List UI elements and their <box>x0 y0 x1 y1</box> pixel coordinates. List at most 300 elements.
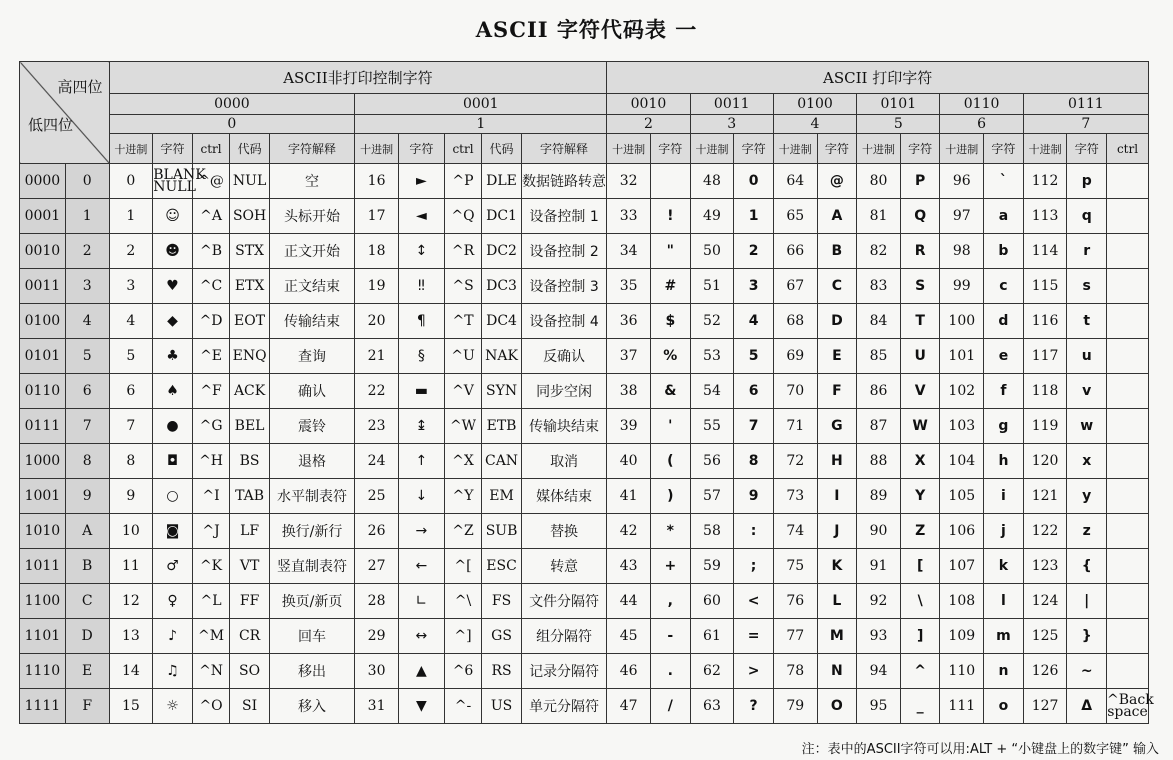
desc-cell: 记录分隔符 <box>521 654 607 689</box>
column-header: ctrl <box>444 134 481 164</box>
decimal-cell: 123 <box>1023 549 1067 584</box>
ctrl-cell: ^Q <box>444 199 481 234</box>
char-cell: u <box>1067 339 1107 374</box>
desc-cell: 移出 <box>269 654 354 689</box>
ctrl-cell: ^U <box>444 339 481 374</box>
char-cell: X <box>900 444 940 479</box>
decimal-cell: 126 <box>1023 654 1067 689</box>
decimal-cell: 31 <box>355 689 399 724</box>
decimal-cell: 92 <box>857 584 901 619</box>
decimal-cell: 5 <box>109 339 153 374</box>
high-bits-header: 0011 <box>690 94 773 115</box>
decimal-cell: 27 <box>355 549 399 584</box>
ctrl-cell <box>1107 409 1149 444</box>
ctrl-cell: ^M <box>192 619 229 654</box>
code-cell: STX <box>230 234 270 269</box>
char-cell: 3 <box>734 269 774 304</box>
char-cell: ♪ <box>153 619 193 654</box>
decimal-cell: 56 <box>690 444 734 479</box>
row-hex: 4 <box>65 304 109 339</box>
decimal-cell: 125 <box>1023 619 1067 654</box>
table-row <box>20 374 1149 409</box>
decimal-cell: 76 <box>773 584 817 619</box>
ctrl-cell: ^E <box>192 339 229 374</box>
high-bits-header: 0100 <box>773 94 856 115</box>
decimal-cell: 78 <box>773 654 817 689</box>
ctrl-cell: ^R <box>444 234 481 269</box>
char-cell: @ <box>817 164 857 199</box>
high-bits-header: 0110 <box>940 94 1023 115</box>
char-cell: M <box>817 619 857 654</box>
decimal-cell: 17 <box>355 199 399 234</box>
column-header: 字符 <box>398 134 444 164</box>
ctrl-cell: ^H <box>192 444 229 479</box>
row-binary: 1100 <box>20 584 66 619</box>
decimal-cell: 22 <box>355 374 399 409</box>
ctrl-cell: ^6 <box>444 654 481 689</box>
column-header: 十进制 <box>1023 134 1067 164</box>
decimal-cell: 98 <box>940 234 984 269</box>
code-cell: BS <box>230 444 270 479</box>
desc-cell: 设备控制 3 <box>521 269 607 304</box>
code-cell: DLE <box>482 164 522 199</box>
char-cell: f <box>984 374 1024 409</box>
char-cell: H <box>817 444 857 479</box>
row-binary: 1111 <box>20 689 66 724</box>
char-cell: ; <box>734 549 774 584</box>
decimal-cell: 82 <box>857 234 901 269</box>
char-cell: ∟ <box>398 584 444 619</box>
char-cell: ☼ <box>153 689 193 724</box>
char-cell: G <box>817 409 857 444</box>
column-header: 字符 <box>817 134 857 164</box>
decimal-cell: 0 <box>109 164 153 199</box>
decimal-cell: 54 <box>690 374 734 409</box>
char-cell: § <box>398 339 444 374</box>
column-header: 字符解释 <box>269 134 354 164</box>
desc-cell: 设备控制 2 <box>521 234 607 269</box>
char-cell: i <box>984 479 1024 514</box>
decimal-cell: 95 <box>857 689 901 724</box>
column-header: 字符解释 <box>521 134 607 164</box>
decimal-cell: 25 <box>355 479 399 514</box>
group-control-header: ASCII非打印控制字符 <box>109 62 607 94</box>
char-cell: h <box>984 444 1024 479</box>
row-hex: 3 <box>65 269 109 304</box>
char-cell: K <box>817 549 857 584</box>
char-cell: m <box>984 619 1024 654</box>
char-cell: 6 <box>734 374 774 409</box>
desc-cell: 传输结束 <box>269 304 354 339</box>
ctrl-cell <box>1107 374 1149 409</box>
char-cell: w <box>1067 409 1107 444</box>
column-header: ctrl <box>1107 134 1149 164</box>
row-binary: 0000 <box>20 164 66 199</box>
char-cell: Q <box>900 199 940 234</box>
ctrl-cell: ^Back space <box>1107 689 1149 724</box>
row-binary: 1101 <box>20 619 66 654</box>
char-cell: ♫ <box>153 654 193 689</box>
char-cell: . <box>651 654 691 689</box>
decimal-cell: 96 <box>940 164 984 199</box>
char-cell: ‼ <box>398 269 444 304</box>
decimal-cell: 58 <box>690 514 734 549</box>
decimal-cell: 45 <box>607 619 651 654</box>
row-binary: 0101 <box>20 339 66 374</box>
desc-cell: 媒体结束 <box>521 479 607 514</box>
char-cell: Δ <box>1067 689 1107 724</box>
ctrl-cell: ^I <box>192 479 229 514</box>
char-cell: : <box>734 514 774 549</box>
decimal-cell: 75 <box>773 549 817 584</box>
char-cell: ♥ <box>153 269 193 304</box>
ctrl-cell <box>1107 479 1149 514</box>
char-cell <box>651 164 691 199</box>
char-cell: 9 <box>734 479 774 514</box>
desc-cell: 同步空闲 <box>521 374 607 409</box>
table-row <box>20 234 1149 269</box>
ctrl-cell: ^S <box>444 269 481 304</box>
desc-cell: 竖直制表符 <box>269 549 354 584</box>
char-cell: ¶ <box>398 304 444 339</box>
row-binary: 1010 <box>20 514 66 549</box>
decimal-cell: 63 <box>690 689 734 724</box>
char-cell: 1 <box>734 199 774 234</box>
code-cell: SOH <box>230 199 270 234</box>
decimal-cell: 3 <box>109 269 153 304</box>
table-row <box>20 199 1149 234</box>
char-cell: # <box>651 269 691 304</box>
ctrl-cell: ^K <box>192 549 229 584</box>
code-cell: DC2 <box>482 234 522 269</box>
decimal-cell: 120 <box>1023 444 1067 479</box>
char-cell: , <box>651 584 691 619</box>
decimal-cell: 48 <box>690 164 734 199</box>
ctrl-cell <box>1107 619 1149 654</box>
decimal-cell: 59 <box>690 549 734 584</box>
decimal-cell: 20 <box>355 304 399 339</box>
decimal-cell: 97 <box>940 199 984 234</box>
char-cell: ^ <box>900 654 940 689</box>
decimal-cell: 106 <box>940 514 984 549</box>
char-cell: - <box>651 619 691 654</box>
row-hex: 0 <box>65 164 109 199</box>
decimal-cell: 104 <box>940 444 984 479</box>
code-cell: CAN <box>482 444 522 479</box>
char-cell: l <box>984 584 1024 619</box>
ctrl-cell: ^G <box>192 409 229 444</box>
decimal-cell: 105 <box>940 479 984 514</box>
decimal-cell: 44 <box>607 584 651 619</box>
table-row <box>20 654 1149 689</box>
decimal-cell: 108 <box>940 584 984 619</box>
row-binary: 0111 <box>20 409 66 444</box>
char-cell: ] <box>900 619 940 654</box>
decimal-cell: 26 <box>355 514 399 549</box>
char-cell: e <box>984 339 1024 374</box>
desc-cell: 传输块结束 <box>521 409 607 444</box>
corner-high-label: 高四位 <box>57 78 103 96</box>
code-cell: LF <box>230 514 270 549</box>
high-bits-header: 0010 <box>607 94 690 115</box>
row-hex: 2 <box>65 234 109 269</box>
desc-cell: 头标开始 <box>269 199 354 234</box>
code-cell: NAK <box>482 339 522 374</box>
char-cell: ◘ <box>153 444 193 479</box>
footnote: 注：表中的ASCII字符可以用:ALT + “小键盘上的数字键” 输入 <box>801 742 1159 757</box>
decimal-cell: 34 <box>607 234 651 269</box>
desc-cell: 单元分隔符 <box>521 689 607 724</box>
row-hex: 5 <box>65 339 109 374</box>
decimal-cell: 124 <box>1023 584 1067 619</box>
char-cell: → <box>398 514 444 549</box>
char-cell: t <box>1067 304 1107 339</box>
decimal-cell: 51 <box>690 269 734 304</box>
row-hex: 9 <box>65 479 109 514</box>
char-cell: & <box>651 374 691 409</box>
decimal-cell: 68 <box>773 304 817 339</box>
high-hex-header: 6 <box>940 115 1023 134</box>
decimal-cell: 88 <box>857 444 901 479</box>
ctrl-cell <box>1107 269 1149 304</box>
ctrl-cell: ^P <box>444 164 481 199</box>
decimal-cell: 33 <box>607 199 651 234</box>
column-header: 字符 <box>153 134 193 164</box>
code-cell: SUB <box>482 514 522 549</box>
row-binary: 0011 <box>20 269 66 304</box>
char-cell: ◆ <box>153 304 193 339</box>
group-printable-header: ASCII 打印字符 <box>607 62 1149 94</box>
desc-cell: 水平制表符 <box>269 479 354 514</box>
decimal-cell: 37 <box>607 339 651 374</box>
char-cell: j <box>984 514 1024 549</box>
decimal-cell: 32 <box>607 164 651 199</box>
ctrl-cell <box>1107 584 1149 619</box>
column-header: 十进制 <box>690 134 734 164</box>
char-cell: J <box>817 514 857 549</box>
desc-cell: 组分隔符 <box>521 619 607 654</box>
char-cell: N <box>817 654 857 689</box>
decimal-cell: 65 <box>773 199 817 234</box>
row-hex: 1 <box>65 199 109 234</box>
ctrl-cell <box>1107 444 1149 479</box>
code-cell: FF <box>230 584 270 619</box>
char-cell: E <box>817 339 857 374</box>
char-cell: T <box>900 304 940 339</box>
char-cell: s <box>1067 269 1107 304</box>
decimal-cell: 111 <box>940 689 984 724</box>
char-cell: \ <box>900 584 940 619</box>
corner-low-label: 低四位 <box>28 116 74 134</box>
char-cell: g <box>984 409 1024 444</box>
decimal-cell: 84 <box>857 304 901 339</box>
table-row <box>20 304 1149 339</box>
desc-cell: 移入 <box>269 689 354 724</box>
decimal-cell: 103 <box>940 409 984 444</box>
decimal-cell: 19 <box>355 269 399 304</box>
high-hex-header: 0 <box>109 115 355 134</box>
char-cell: ♠ <box>153 374 193 409</box>
decimal-cell: 64 <box>773 164 817 199</box>
char-cell: k <box>984 549 1024 584</box>
column-header: ctrl <box>192 134 229 164</box>
desc-cell: 换页/新页 <box>269 584 354 619</box>
char-cell: D <box>817 304 857 339</box>
ctrl-cell: ^X <box>444 444 481 479</box>
table-row <box>20 269 1149 304</box>
decimal-cell: 117 <box>1023 339 1067 374</box>
desc-cell: 确认 <box>269 374 354 409</box>
decimal-cell: 110 <box>940 654 984 689</box>
char-cell: ` <box>984 164 1024 199</box>
char-cell: v <box>1067 374 1107 409</box>
char-cell: % <box>651 339 691 374</box>
char-cell: a <box>984 199 1024 234</box>
desc-cell: 震铃 <box>269 409 354 444</box>
char-cell: / <box>651 689 691 724</box>
char-cell: ▬ <box>398 374 444 409</box>
ctrl-cell <box>1107 514 1149 549</box>
column-header: 字符 <box>651 134 691 164</box>
column-header: 十进制 <box>773 134 817 164</box>
row-binary: 0100 <box>20 304 66 339</box>
char-cell: ~ <box>1067 654 1107 689</box>
char-cell: _ <box>900 689 940 724</box>
char-cell: ◄ <box>398 199 444 234</box>
desc-cell: 设备控制 4 <box>521 304 607 339</box>
char-cell: b <box>984 234 1024 269</box>
high-hex-header: 7 <box>1023 115 1148 134</box>
row-hex: C <box>65 584 109 619</box>
decimal-cell: 8 <box>109 444 153 479</box>
code-cell: US <box>482 689 522 724</box>
char-cell: C <box>817 269 857 304</box>
ctrl-cell <box>1107 339 1149 374</box>
decimal-cell: 40 <box>607 444 651 479</box>
code-cell: ETB <box>482 409 522 444</box>
code-cell: NUL <box>230 164 270 199</box>
high-bits-header: 0111 <box>1023 94 1148 115</box>
code-cell: SYN <box>482 374 522 409</box>
code-cell: BEL <box>230 409 270 444</box>
decimal-cell: 52 <box>690 304 734 339</box>
ctrl-cell: ^W <box>444 409 481 444</box>
char-cell: Z <box>900 514 940 549</box>
decimal-cell: 81 <box>857 199 901 234</box>
decimal-cell: 66 <box>773 234 817 269</box>
char-cell: o <box>984 689 1024 724</box>
char-cell: S <box>900 269 940 304</box>
char-cell: 8 <box>734 444 774 479</box>
decimal-cell: 12 <box>109 584 153 619</box>
desc-cell: 数据链路转意 <box>521 164 607 199</box>
char-cell: U <box>900 339 940 374</box>
char-cell: > <box>734 654 774 689</box>
char-cell: ← <box>398 549 444 584</box>
ctrl-cell <box>1107 199 1149 234</box>
code-cell: VT <box>230 549 270 584</box>
decimal-cell: 13 <box>109 619 153 654</box>
char-cell: ↓ <box>398 479 444 514</box>
char-cell: z <box>1067 514 1107 549</box>
char-cell: ↨ <box>398 409 444 444</box>
char-cell: BLANK NULL <box>153 164 193 199</box>
row-binary: 1001 <box>20 479 66 514</box>
high-hex-header: 2 <box>607 115 690 134</box>
decimal-cell: 70 <box>773 374 817 409</box>
code-cell: DC1 <box>482 199 522 234</box>
decimal-cell: 39 <box>607 409 651 444</box>
table-row <box>20 584 1149 619</box>
desc-cell: 设备控制 1 <box>521 199 607 234</box>
code-cell: RS <box>482 654 522 689</box>
decimal-cell: 47 <box>607 689 651 724</box>
decimal-cell: 116 <box>1023 304 1067 339</box>
table-row <box>20 549 1149 584</box>
code-cell: SO <box>230 654 270 689</box>
code-cell: ESC <box>482 549 522 584</box>
decimal-cell: 69 <box>773 339 817 374</box>
char-cell: ♀ <box>153 584 193 619</box>
table-row <box>20 164 1149 199</box>
char-cell: $ <box>651 304 691 339</box>
decimal-cell: 90 <box>857 514 901 549</box>
decimal-cell: 109 <box>940 619 984 654</box>
decimal-cell: 61 <box>690 619 734 654</box>
decimal-cell: 77 <box>773 619 817 654</box>
column-header: 十进制 <box>355 134 399 164</box>
ctrl-cell <box>1107 304 1149 339</box>
decimal-cell: 41 <box>607 479 651 514</box>
high-hex-header: 1 <box>355 115 607 134</box>
char-cell: ♂ <box>153 549 193 584</box>
char-cell: ↔ <box>398 619 444 654</box>
row-hex: E <box>65 654 109 689</box>
row-binary: 1000 <box>20 444 66 479</box>
decimal-cell: 119 <box>1023 409 1067 444</box>
decimal-cell: 42 <box>607 514 651 549</box>
char-cell: A <box>817 199 857 234</box>
desc-cell: 退格 <box>269 444 354 479</box>
decimal-cell: 24 <box>355 444 399 479</box>
desc-cell: 正文结束 <box>269 269 354 304</box>
char-cell: W <box>900 409 940 444</box>
ctrl-cell: ^V <box>444 374 481 409</box>
column-header: 代码 <box>482 134 522 164</box>
decimal-cell: 43 <box>607 549 651 584</box>
char-cell: V <box>900 374 940 409</box>
desc-cell: 正文开始 <box>269 234 354 269</box>
desc-cell: 查询 <box>269 339 354 374</box>
char-cell: 2 <box>734 234 774 269</box>
ctrl-cell: ^- <box>444 689 481 724</box>
row-hex: F <box>65 689 109 724</box>
decimal-cell: 94 <box>857 654 901 689</box>
char-cell: Y <box>900 479 940 514</box>
high-hex-header: 4 <box>773 115 856 134</box>
char-cell: 0 <box>734 164 774 199</box>
char-cell: } <box>1067 619 1107 654</box>
char-cell: R <box>900 234 940 269</box>
decimal-cell: 85 <box>857 339 901 374</box>
desc-cell: 文件分隔符 <box>521 584 607 619</box>
decimal-cell: 7 <box>109 409 153 444</box>
char-cell: ' <box>651 409 691 444</box>
decimal-cell: 38 <box>607 374 651 409</box>
ctrl-cell: ^A <box>192 199 229 234</box>
code-cell: EM <box>482 479 522 514</box>
decimal-cell: 122 <box>1023 514 1067 549</box>
